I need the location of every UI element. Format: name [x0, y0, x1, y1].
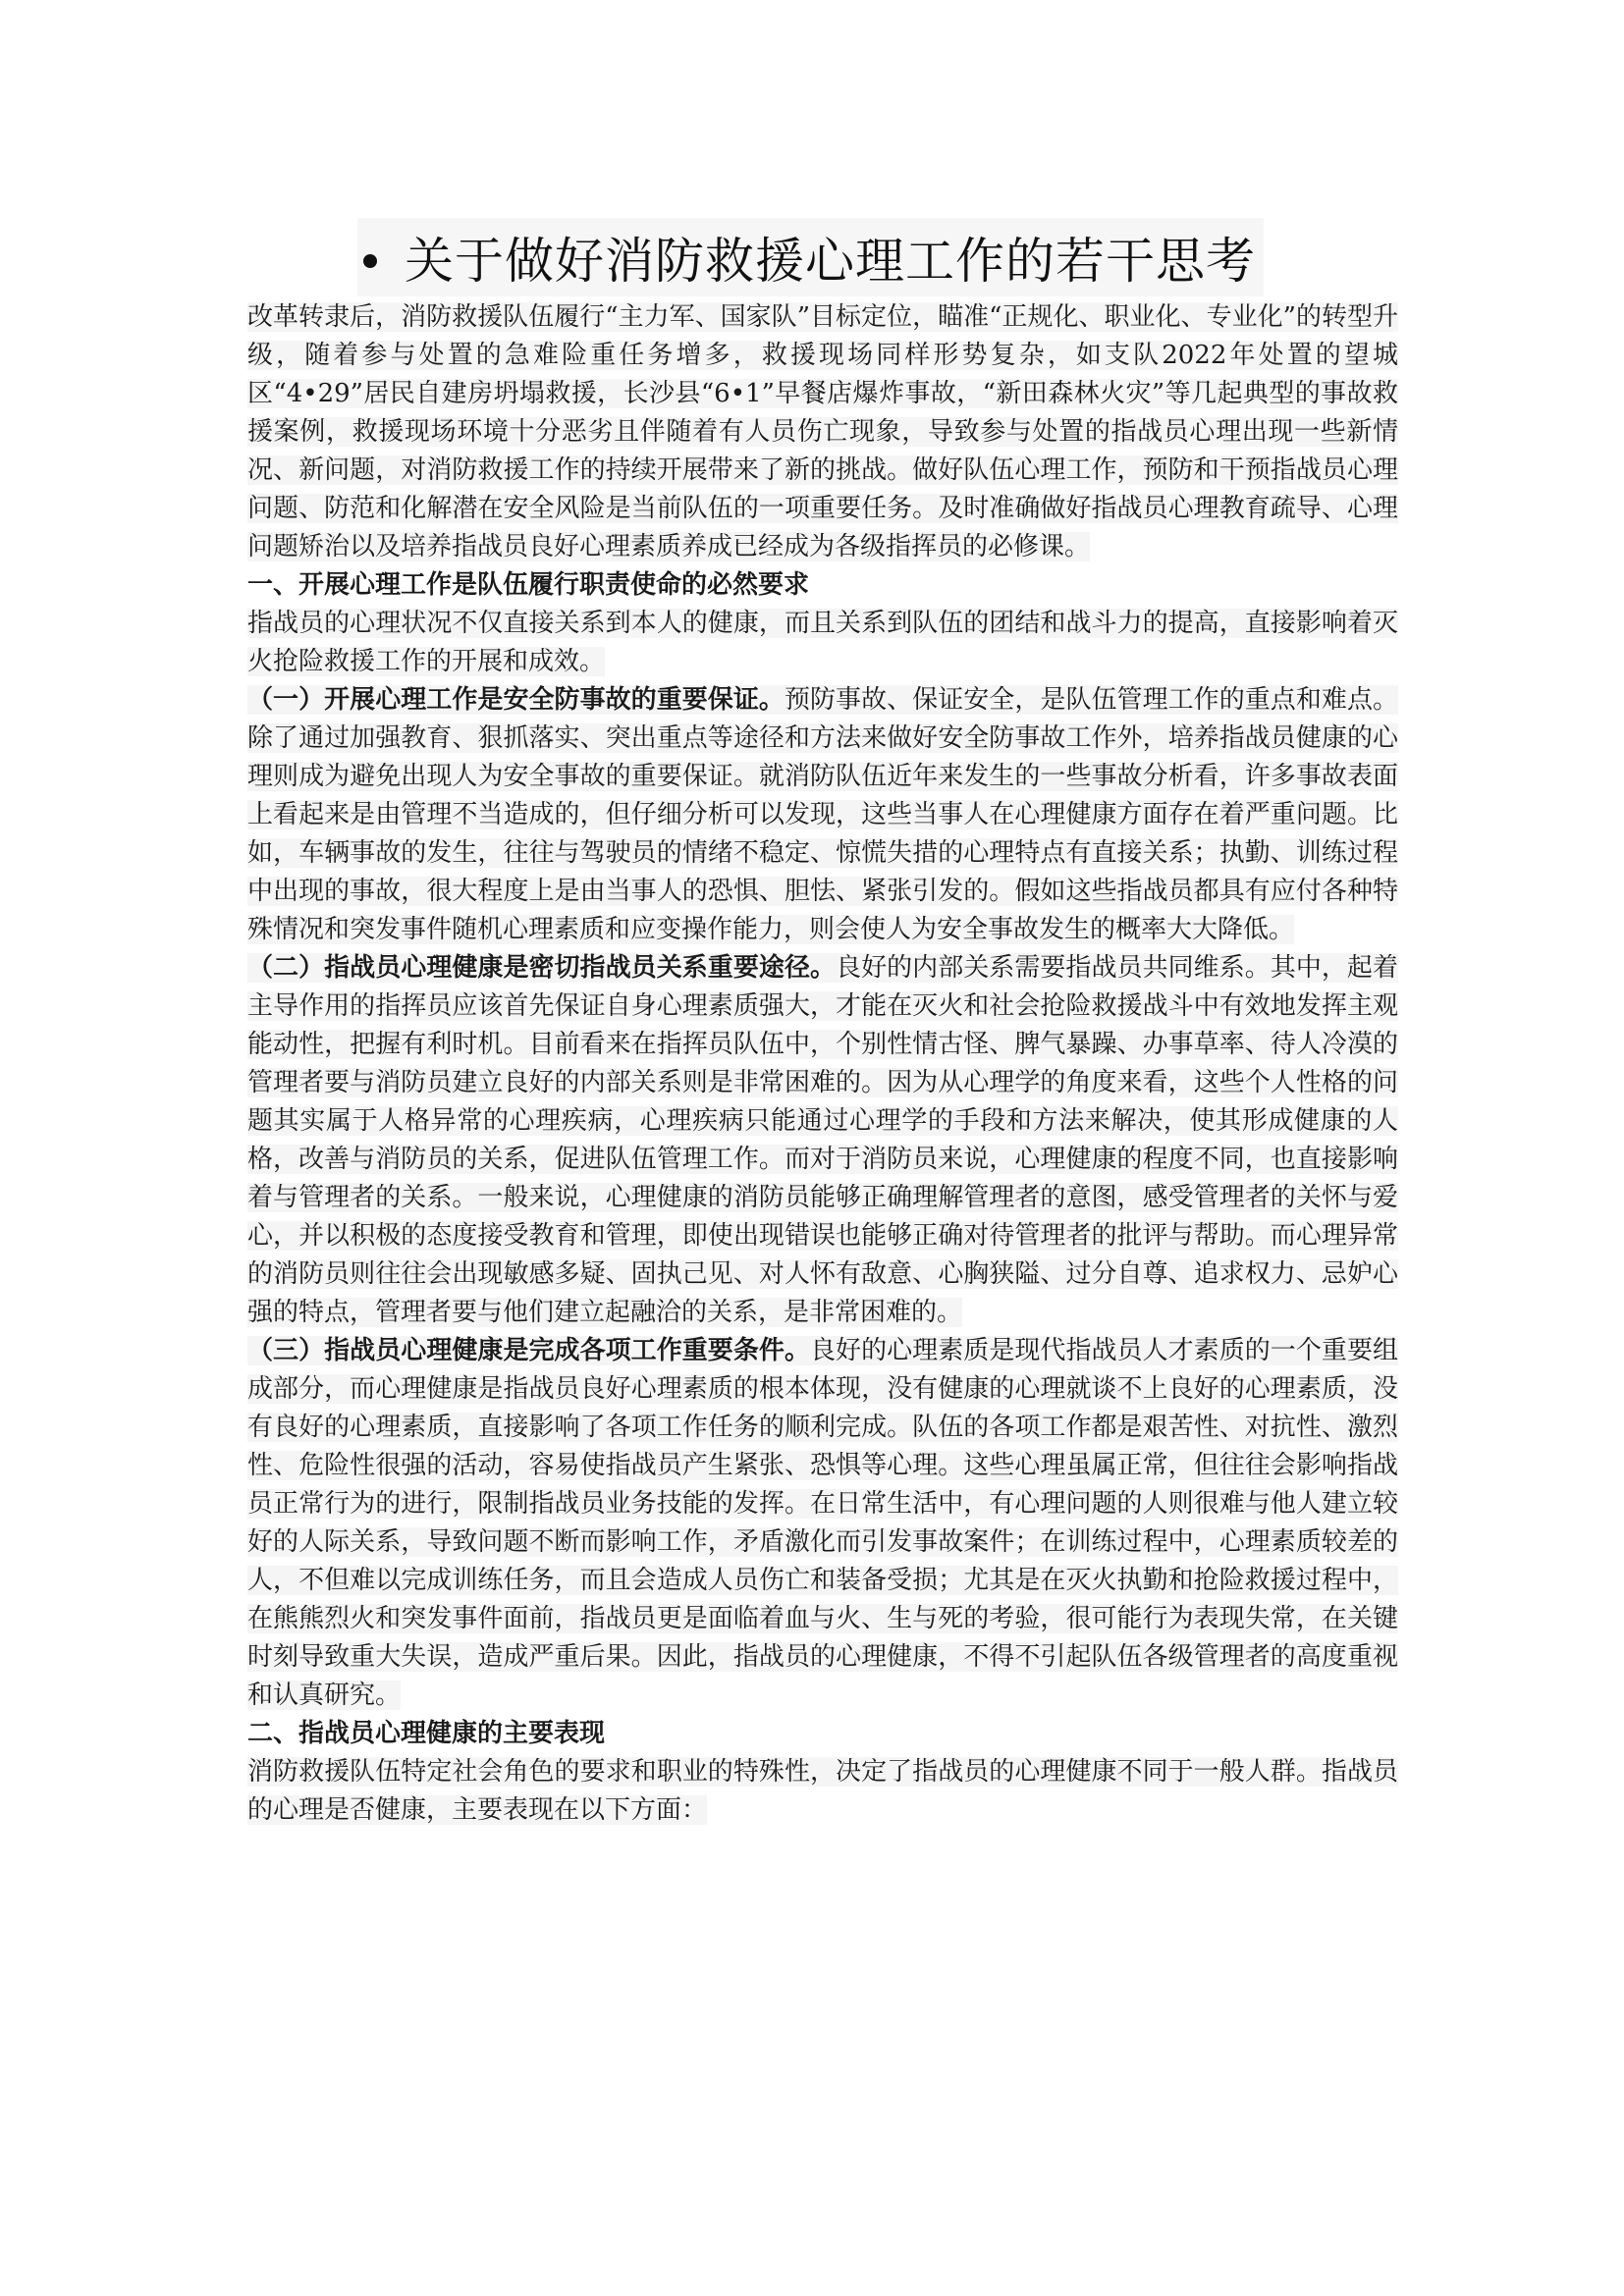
intro-paragraph [247, 298, 1398, 566]
point-2-text: 良好的内部关系需要指战员共同维系。其中，起着主导作用的指挥员应该首先保证自身心理素质强大，才能在灭火和社会抢险救援战斗中有效地发挥主观能动性，把握有利时机。目前看来在指挥员队伍中，个别性情古怪、脾气暴躁、办事草率、待人冷漠的管理者要与消防员建立良好的内部关系则是非常困难的。因为从心理学的角度来看，这些个人性格的问题其实属于人格异常的心理疾病，心理疾病只能通过心理学的手段和方法来解决，使其形成健康的人格，改善与消防员的关系，促进队伍管理工作。而对于消防员来说，心理健康的程度不同，也直接影响着与管理者的关系。一般来说，心理健康的消防员能够正确理解管理者的意图，感受管理者的关怀与爱心，并以积极的态度接受教育和管理，即使出现错误也能够正确对待管理者的批评与帮助。而心理异常的消防员则往往会出现敏感多疑、固执己见、对人怀有敌意、心胸狭隘、过分自尊、追求权力、忌妒心强的特点，管理者要与他们建立起融洽的关系，是非常困难的。 [247, 953, 1398, 1327]
section2-intro-text: 消防救援队伍特定社会角色的要求和职业的特殊性，决定了指战员的心理健康不同于一般人群。指战员的心理是否健康，主要表现在以下方面： [247, 1757, 1398, 1825]
point-3-lead: （三）指战员心理健康是完成各项工作重要条件。 [247, 1336, 810, 1365]
bullet-icon [363, 254, 377, 268]
point-2-lead: （二）指战员心理健康是密切指战员关系重要途径。 [247, 953, 837, 983]
intro-text: 改革转隶后，消防救援队伍履行“主力军、国家队”目标定位，瞄准“正规化、职业化、专业化”的转型升级，随着参与处置的急难险重任务增多，救援现场同样形势复杂，如支队2022年处置的望城区“4•29”居民自建房坍塌救援，长沙县“6•1”早餐店爆炸事故，“新田森林火灾”等几起典型的事故救援案例，救援现场环境十分恶劣且伴随着有人员伤亡现象，导致参与处置的指战员心理出现一些新情况、新问题，对消防救援工作的持续开展带来了新的挑战。做好队伍心理工作，预防和干预指战员心理问题、防范和化解潜在安全风险是当前队伍的一项重要任务。及时准确做好指战员心理教育疏导、心理问题矫治以及培养指战员良好心理素质养成已经成为各级指挥员的必修课。 [247, 302, 1398, 561]
point-paragraph-3 [247, 1332, 1398, 1715]
point-3-text: 良好的心理素质是现代指战员人才素质的一个重要组成部分，而心理健康是指战员良好心理素质的根本体现，没有健康的心理就谈不上良好的心理素质，没有良好的心理素质，直接影响了各项工作任务的顺利完成。队伍的各项工作都是艰苦性、对抗性、激烈性、危险性很强的活动，容易使指战员产生紧张、恐惧等心理。这些心理虽属正常，但往往会影响指战员正常行为的进行，限制指战员业务技能的发挥。在日常生活中，有心理问题的人则很难与他人建立较好的人际关系，导致问题不断而影响工作，矛盾激化而引发事故案件；在训练过程中，心理素质较差的人，不但难以完成训练任务，而且会造成人员伤亡和装备受损；尤其是在灭火执勤和抢险救援过程中，在熊熊烈火和突发事件面前，指战员更是面临着血与火、生与死的考验，很可能行为表现失常，在关键时刻导致重大失误，造成严重后果。因此，指战员的心理健康，不得不引起队伍各级管理者的高度重视和认真研究。 [247, 1336, 1398, 1710]
point-1-text: 预防事故、保证安全，是队伍管理工作的重点和难点。除了通过加强教育、狠抓落实、突出重点等途径和方法来做好安全防事故工作外，培养指战员健康的心理则成为避免出现人为安全事故的重要保证。就消防队伍近年来发生的一些事故分析看，许多事故表面上看起来是由管理不当造成的，但仔细分析可以发现，这些当事人在心理健康方面存在着严重问题。比如，车辆事故的发生，往往与驾驶员的情绪不稳定、惊慌失措的心理特点有直接关系；执勤、训练过程中出现的事故，很大程度上是由当事人的恐惧、胆怯、紧张引发的。假如这些指战员都具有应付各种特殊情况和突发事件随机心理素质和应变操作能力，则会使人为安全事故发生的概率大大降低。 [247, 685, 1398, 944]
section-heading-2 [247, 1715, 1398, 1753]
point-paragraph-2 [247, 949, 1398, 1332]
document-title-row [357, 218, 1264, 296]
section-heading-1-text: 一、开展心理工作是队伍履行职责使命的必然要求 [247, 570, 810, 600]
point-1-lead: （一）开展心理工作是安全防事故的重要保证。 [247, 685, 785, 715]
section2-intro-paragraph [247, 1753, 1398, 1830]
section-heading-2-text: 二、指战员心理健康的主要表现 [247, 1719, 606, 1748]
document-title: 关于做好消防救援心理工作的若干思考 [405, 233, 1256, 290]
point-paragraph-1 [247, 681, 1398, 949]
section1-intro-text: 指战员的心理状况不仅直接关系到本人的健康，而且关系到队伍的团结和战斗力的提高，直接影响着灭火抢险救援工作的开展和成效。 [247, 609, 1398, 676]
section-heading-1 [247, 566, 1398, 605]
section1-intro-paragraph [247, 605, 1398, 681]
document-body [247, 298, 1398, 1830]
